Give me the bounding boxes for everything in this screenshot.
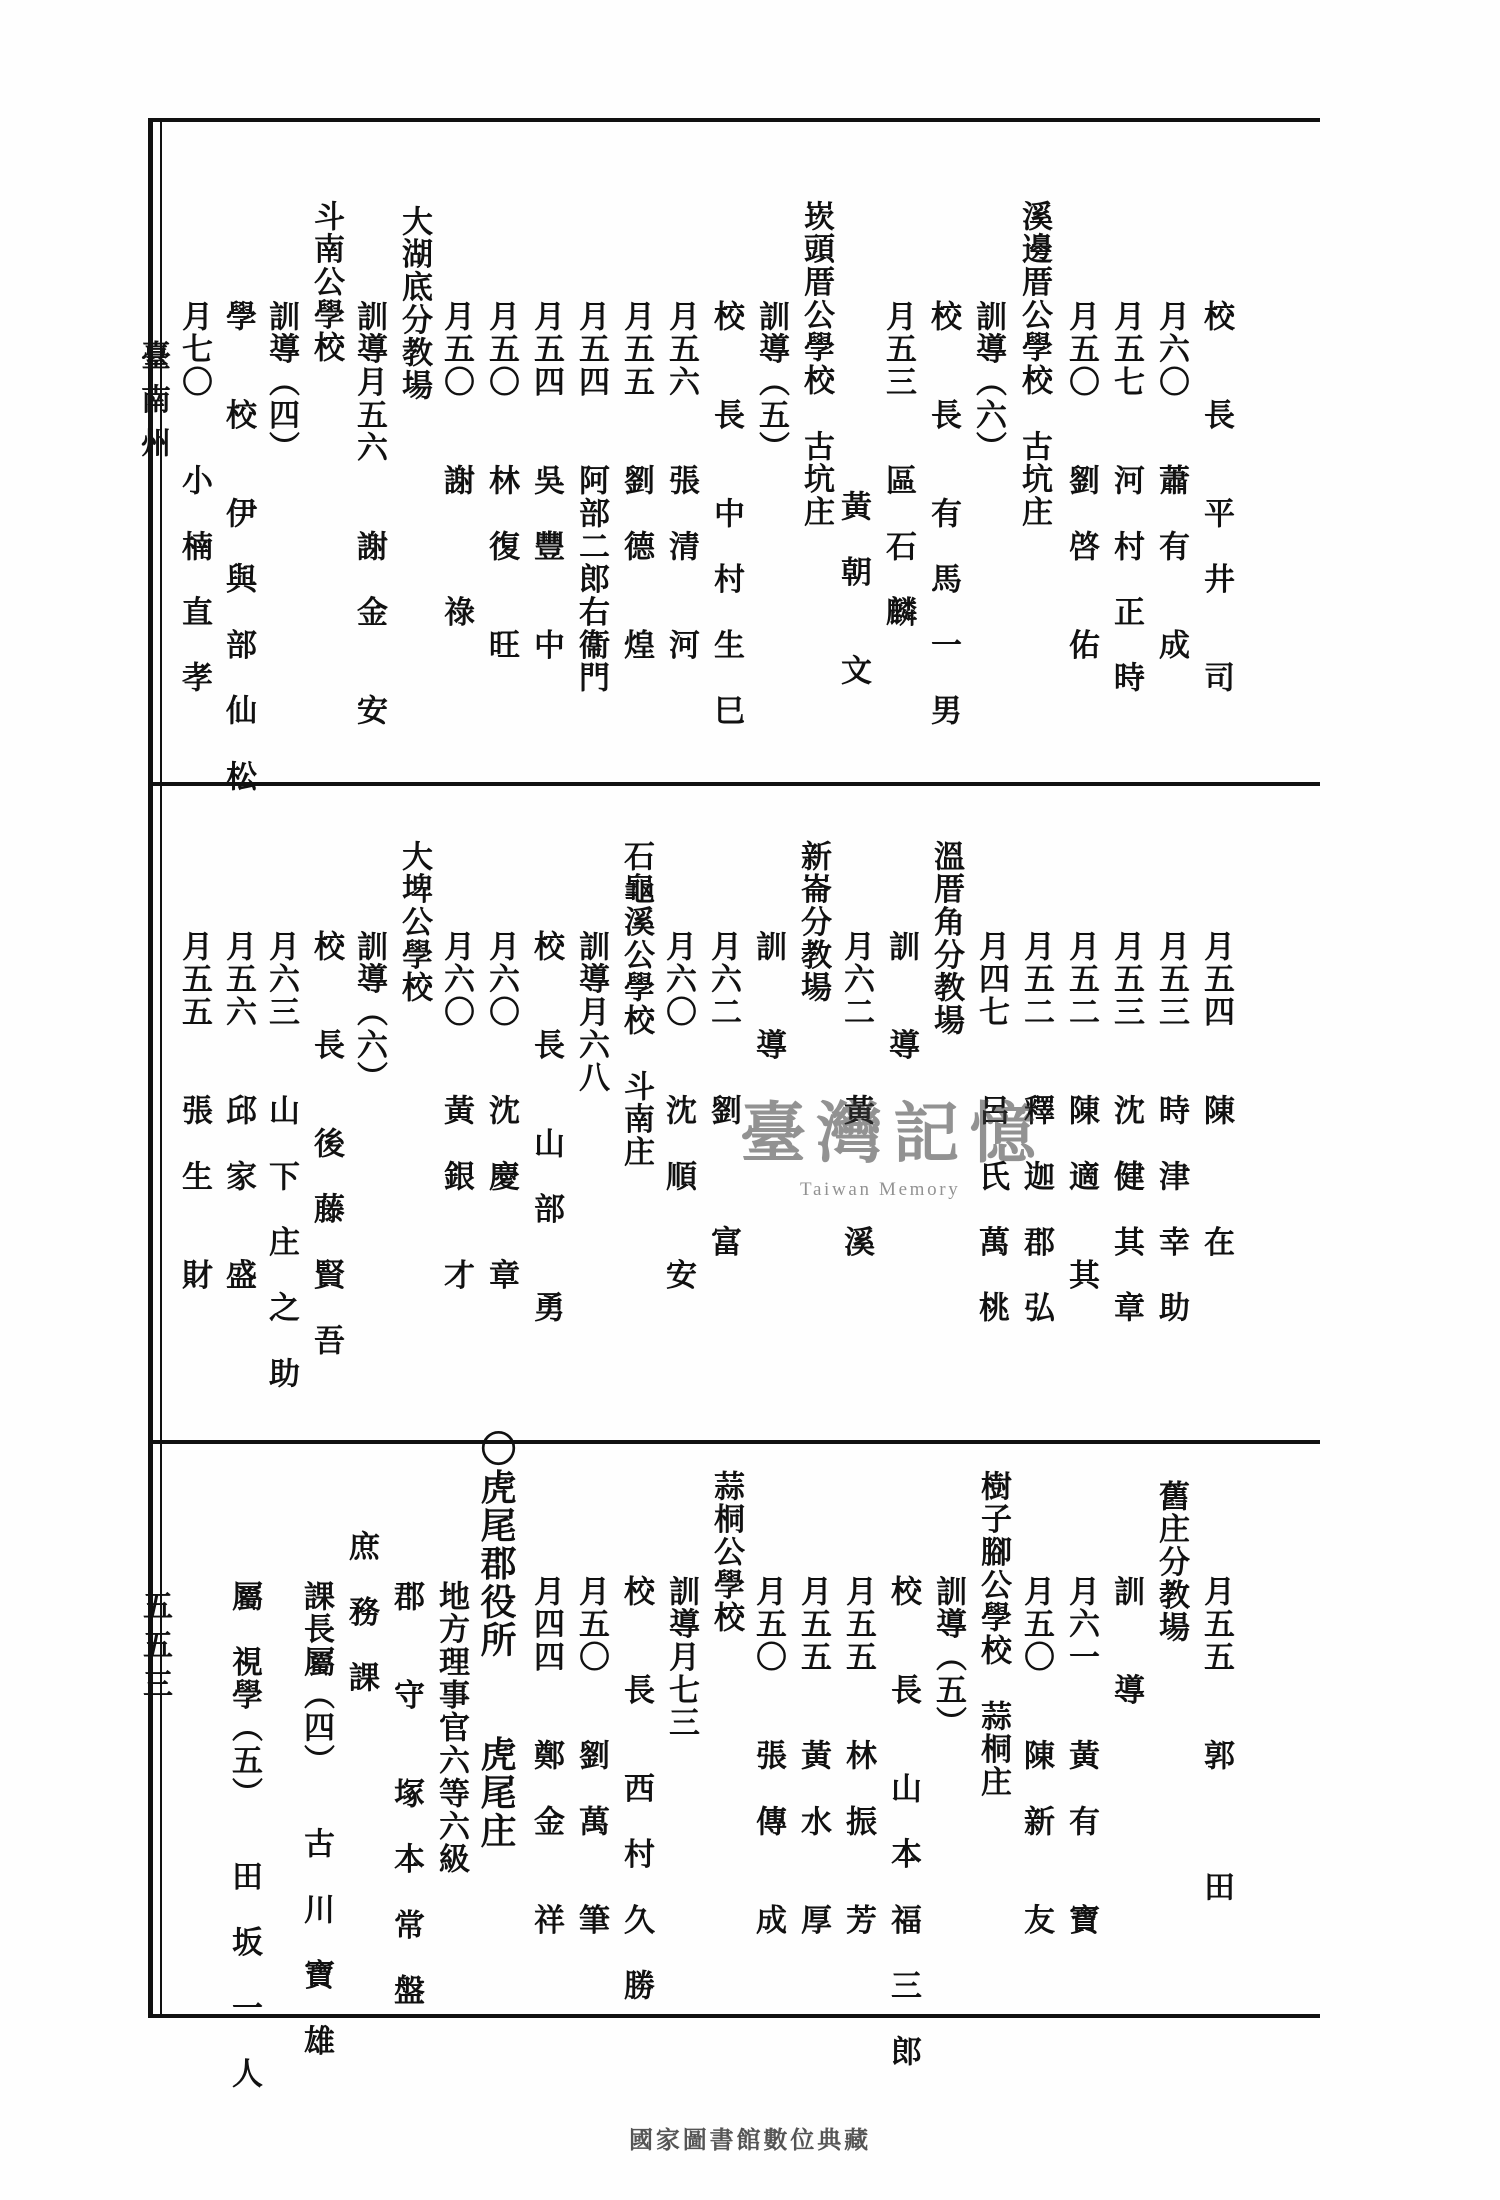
text-column: 月七〇 小 楠 直 孝 [176, 300, 212, 695]
text-column: 月六〇 黃 銀 才 [438, 930, 474, 1292]
text-column: 訓導月七三 [663, 1575, 699, 1740]
office-heading: 〇虎尾郡役所 虎尾庄 [475, 1430, 517, 1850]
text-column: 月五〇 謝 祿 [438, 300, 474, 629]
text-column: 月五三 時 津 幸 助 [1153, 930, 1189, 1325]
text-column: 月五二 陳 適 其 [1063, 930, 1099, 1292]
text-column: 地方理事官六等六級 [433, 1580, 469, 1876]
text-column: 月五四 吳 豐 中 [528, 300, 564, 662]
text-column: 月六一 黃 有 寶 [1063, 1575, 1099, 1937]
text-column: 月四七 呂 氏 萬 桃 [973, 930, 1009, 1325]
text-column: 訓 導 [750, 930, 786, 1062]
text-column: 石龜溪公學校 斗南庄 [618, 840, 654, 1169]
text-column: 大湖底分教場 [396, 205, 432, 403]
text-column: 月六二 劉 富 [705, 930, 741, 1259]
text-column: 月五〇 陳 新 友 [1018, 1575, 1054, 1937]
text-column: 月五〇 林 復 旺 [483, 300, 519, 662]
text-column: 校 長 山 本 福 三 郎 [885, 1575, 921, 2068]
text-column: 校 長 西 村 久 勝 [618, 1575, 654, 2003]
frame-top-rule [148, 118, 1320, 122]
running-header: 臺南州 [135, 340, 170, 471]
text-column: 月五五 張 生 財 [176, 930, 212, 1292]
text-column: 月六三 山 下 庄 之 助 [263, 930, 299, 1391]
text-column: 月五〇 劉 啓 佑 [1063, 300, 1099, 662]
text-column: 訓導月五六 謝 金 安 [351, 300, 387, 728]
text-column: 月五六 張 清 河 [663, 300, 699, 662]
text-column: 月五五 林 振 芳 [840, 1575, 876, 1937]
text-column: 月五〇 張 傳 成 [750, 1575, 786, 1937]
text-column: 月五〇 劉 萬 筆 [573, 1575, 609, 1937]
text-column: 訓導（五） [930, 1575, 966, 1740]
text-column: 月五二 釋 迦 郡 弘 [1018, 930, 1054, 1325]
text-column: 訓導（六） [970, 300, 1006, 465]
text-column: 訓導（四） [263, 300, 299, 465]
text-column: 月五五 黃 水 厚 [795, 1575, 831, 1937]
text-column: 月五六 邱 家 盛 [220, 930, 256, 1292]
text-column: 斗南公學校 [308, 200, 344, 365]
text-column: 訓 導 [883, 930, 919, 1062]
text-column: 屬 視學（五） 田 坂 一 人 [226, 1580, 262, 2091]
section-divider-2 [148, 1440, 1320, 1444]
text-column: 月五五 郭 田 [1198, 1575, 1234, 1904]
text-column: 月五五 劉 德 煌 [618, 300, 654, 662]
text-column: 月五三 區 石 麟 [880, 300, 916, 629]
watermark [740, 1080, 1170, 1260]
text-column: 校 長 山 部 勇 [528, 930, 564, 1325]
text-column: 蒜桐公學校 [708, 1470, 744, 1635]
text-column: 訓導（五） [753, 300, 789, 465]
text-column: 溪邊厝公學校 古坑庄 [1016, 200, 1052, 529]
text-column: 月六〇 蕭 有 成 [1153, 300, 1189, 662]
text-column: 校 長 後 藤 賢 吾 [308, 930, 344, 1358]
text-column: 大埤公學校 [396, 840, 432, 1005]
text-column: 月六〇 沈 順 安 [660, 930, 696, 1292]
text-column: 郡 守 塚 本 常 盤 [388, 1580, 424, 2008]
watermark-main-text: 臺灣記憶 [740, 1094, 1047, 1172]
text-column: 訓導月六八 [573, 930, 609, 1095]
text-column: 訓導（六） [351, 930, 387, 1095]
text-column: 月五四 陳 在 [1198, 930, 1234, 1259]
text-column: 月五四 阿部二郎右衞門 [573, 300, 609, 695]
text-column: 月五三 沈 健 其 章 [1108, 930, 1144, 1325]
text-column: 舊庄分教場 [1153, 1480, 1189, 1645]
footer-credit: 國家圖書館數位典藏 [629, 2125, 871, 2154]
text-column: 溫厝角分教場 [928, 840, 964, 1038]
text-column: 樹子腳公學校 蒜桐庄 [975, 1470, 1011, 1799]
text-column: 月六二 黃 溪 [838, 930, 874, 1259]
text-column: 課長屬（四） 古 川 寶 雄 [298, 1580, 334, 2058]
text-column: 崁頭厝公學校 古坑庄 [798, 200, 834, 529]
page-number: 五五三 [137, 1590, 172, 1707]
text-column: 黃 朝 文 [835, 490, 871, 688]
text-column: 新崙分教場 [795, 840, 831, 1005]
text-column: 庶 務 課 [343, 1530, 379, 1695]
text-column: 月四四 鄭 金 祥 [528, 1575, 564, 1937]
text-column: 校 長 中 村 生 巳 [708, 300, 744, 728]
watermark-sub-text: Taiwan Memory [800, 1179, 961, 1200]
text-column: 月五七 河 村 正 時 [1108, 300, 1144, 695]
text-column: 月六〇 沈 慶 章 [483, 930, 519, 1292]
text-column: 校 長 有 馬 一 男 [925, 300, 961, 728]
text-column: 學 校 伊 與 部 仙 松 [220, 300, 256, 793]
text-column: 訓 導 [1108, 1575, 1144, 1707]
text-column: 校 長 平 井 司 [1198, 300, 1234, 695]
section-divider-1 [148, 782, 1320, 786]
